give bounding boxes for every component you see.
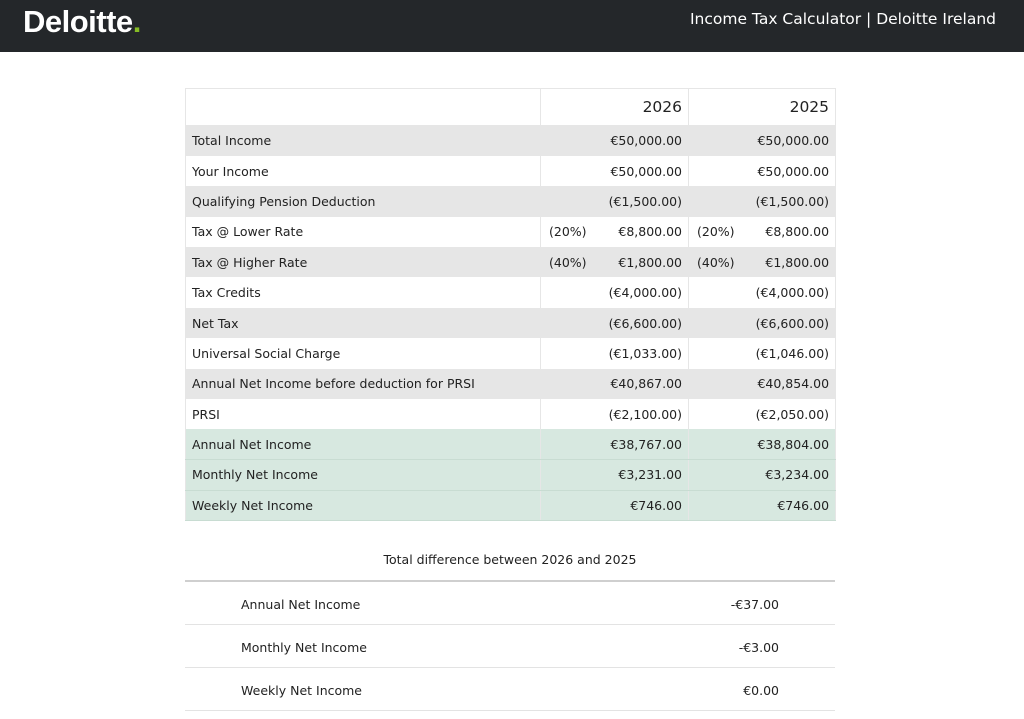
- value-2026: €3,231.00: [541, 460, 689, 490]
- year-header-2025: 2025: [689, 89, 836, 126]
- top-bar: [0, 0, 1024, 52]
- difference-label: Monthly Net Income: [241, 640, 367, 655]
- row-label: Net Tax: [186, 308, 541, 338]
- value-2026: €40,867.00: [541, 369, 689, 399]
- value-2025: (€4,000.00): [689, 277, 836, 307]
- difference-label: Annual Net Income: [241, 597, 361, 612]
- rate-2025: (40%): [689, 247, 744, 277]
- difference-row: [185, 668, 835, 711]
- difference-table: [185, 580, 835, 711]
- row-label: Monthly Net Income: [186, 460, 541, 490]
- value-2025: (€1,046.00): [689, 338, 836, 368]
- net-income-row: [186, 460, 836, 490]
- value-2025: €3,234.00: [689, 460, 836, 490]
- rate-2025: (20%): [697, 224, 735, 240]
- row-label: Tax @ Higher Rate: [186, 247, 541, 277]
- difference-row: [185, 582, 835, 625]
- value-2026: (€1,033.00): [541, 338, 689, 368]
- table-row: [186, 308, 836, 338]
- net-income-row: [186, 490, 836, 520]
- difference-value: €0.00: [743, 683, 779, 698]
- difference-label: Weekly Net Income: [241, 683, 363, 698]
- value-2026: (€1,500.00): [541, 186, 689, 216]
- table-row: [186, 156, 836, 186]
- table-row: [186, 217, 836, 247]
- value-2026: €50,000.00: [541, 156, 689, 186]
- value-2025: (€1,500.00): [689, 186, 836, 216]
- row-label: Total Income: [186, 126, 541, 156]
- year-header-2026: 2026: [541, 89, 689, 126]
- table-row: [186, 369, 836, 399]
- row-label: Weekly Net Income: [186, 490, 541, 520]
- value-2026: (€2,100.00): [541, 399, 689, 429]
- difference-row: [185, 625, 835, 668]
- row-label: Tax Credits: [186, 277, 541, 307]
- value-2025: €50,000.00: [689, 156, 836, 186]
- value-2026: €746.00: [541, 490, 689, 520]
- table-row: [186, 186, 836, 216]
- table-row: [186, 277, 836, 307]
- row-label: Annual Net Income before deduction for PRSI: [186, 369, 541, 399]
- value-2025: €38,804.00: [689, 429, 836, 459]
- value-2026: (€6,600.00): [541, 308, 689, 338]
- table-row: [186, 247, 836, 277]
- row-label: Annual Net Income: [186, 429, 541, 459]
- value-2025: €746.00: [689, 490, 836, 520]
- value-2025: €50,000.00: [689, 126, 836, 156]
- tax-comparison-table: [185, 88, 836, 521]
- row-label: Your Income: [186, 156, 541, 186]
- value-2025: (€2,050.00): [689, 399, 836, 429]
- value-2026: (€4,000.00): [541, 277, 689, 307]
- value-2026: €1,800.00: [599, 247, 689, 277]
- header-label-cell: [186, 89, 541, 126]
- row-label: Tax @ Lower Rate: [186, 217, 541, 247]
- table-header-row: [186, 89, 836, 126]
- difference-title: Total difference between 2026 and 2025: [383, 552, 637, 567]
- row-label: Universal Social Charge: [186, 338, 541, 368]
- value-2025: (€6,600.00): [689, 308, 836, 338]
- value-2026: €38,767.00: [541, 429, 689, 459]
- table-row: [186, 338, 836, 368]
- table-row: [186, 126, 836, 156]
- deloitte-logo[interactable]: Deloitte.: [23, 4, 141, 39]
- table-row: [186, 399, 836, 429]
- value-2025: €40,854.00: [689, 369, 836, 399]
- rate-2026: (20%): [549, 224, 587, 240]
- difference-value: -€3.00: [738, 640, 779, 655]
- value-2025: €8,800.00: [744, 217, 836, 247]
- rate-2026: (40%): [541, 247, 599, 277]
- row-label: Qualifying Pension Deduction: [186, 186, 541, 216]
- page-title: Income Tax Calculator | Deloitte Ireland: [689, 10, 996, 28]
- value-2025: €1,800.00: [744, 247, 836, 277]
- value-2026: €50,000.00: [541, 126, 689, 156]
- difference-value: -€37.00: [730, 597, 779, 612]
- row-label: PRSI: [186, 399, 541, 429]
- net-income-row: [186, 429, 836, 459]
- value-2026: €8,800.00: [599, 217, 689, 247]
